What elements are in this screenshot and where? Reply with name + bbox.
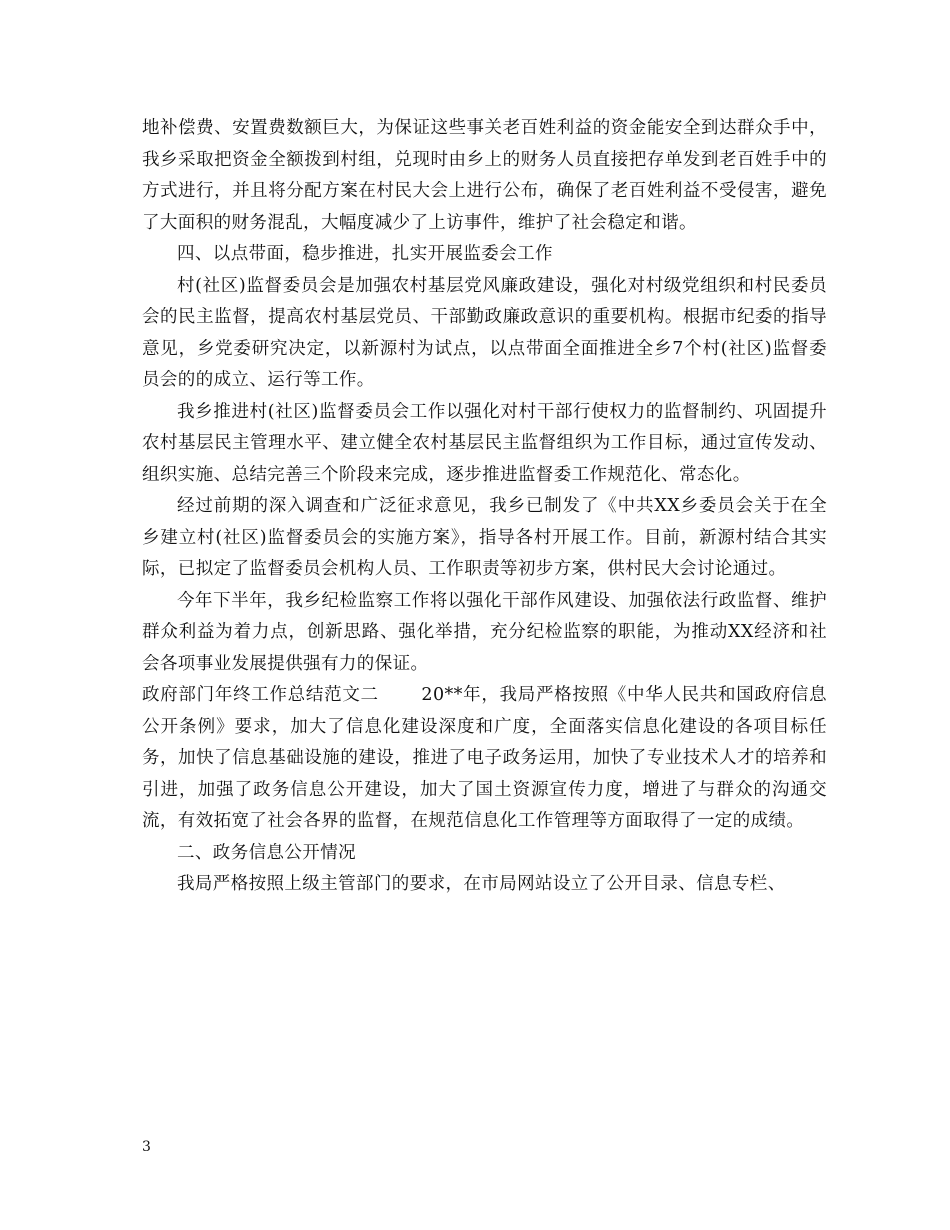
paragraph-3: 村(社区)监督委员会是加强农村基层党风廉政建设，强化对村级党组织和村民委员会的民主监督，提高农村基层党员、干部勤政廉政意识的重要机构。根据市纪委的指导意见，乡党委研究决定，以新源村为试点，以点带面全面推进全乡7个村(社区)监督委员会的的成立、运行等工作。 bbox=[142, 275, 827, 390]
paragraph-1: 地补偿费、安置费数额巨大，为保证这些事关老百姓利益的资金能安全到达群众手中，我乡采取把资金全额拨到村组，兑现时由乡上的财务人员直接把存单发到老百姓手中的方式进行，并且将分配方案在村民大会上进行公布，确保了老百姓利益不受侵害，避免了大面积的财务混乱，大幅度减少了上访事件，维护了社会稳定和谐。 bbox=[142, 118, 827, 233]
section-heading-4: 四、以点带面，稳步推进，扎实开展监委会工作 bbox=[177, 244, 553, 264]
paragraph-9: 我局严格按照上级主管部门的要求，在市局网站设立了公开目录、信息专栏、 bbox=[177, 874, 786, 894]
page-number: 3 bbox=[142, 1139, 151, 1155]
paragraph-5: 经过前期的深入调查和广泛征求意见，我乡已制发了《中共XX乡委员会关于在全乡建立村(社区)监督委员会的实施方案》，指导各村开展工作。目前，新源村结合其实际，已拟定了监督委员会机构人员、工作职责等初步方案，供村民大会讨论通过。 bbox=[142, 496, 827, 579]
document-body bbox=[142, 113, 827, 901]
paragraph-4: 我乡推进村(社区)监督委员会工作以强化对村干部行使权力的监督制约、巩固提升农村基层民主管理水平、建立健全农村基层民主监督组织为工作目标，通过宣传发动、组织实施、总结完善三个阶段来完成，逐步推进监督委工作规范化、常态化。 bbox=[142, 401, 827, 485]
paragraph-7: 政府部门年终工作总结范文二 20**年，我局严格按照《中华人民共和国政府信息公开条例》要求，加大了信息化建设深度和广度，全面落实信息化建设的各项目标任务，加快了信息基础设施的建设，推进了电子政务运用，加快了专业技术人才的培养和引进，加强了政务信息公开建设，加大了国土资源宣传力度，增进了与群众的沟通交流，有效拓宽了社会各界的监督，在规范信息化工作管理等方面取得了一定的成绩。 bbox=[142, 685, 827, 831]
section-heading-2: 二、政务信息公开情况 bbox=[177, 842, 356, 863]
paragraph-6: 今年下半年，我乡纪检监察工作将以强化干部作风建设、加强依法行政监督、维护群众利益为着力点，创新思路、强化举措，充分纪检监察的职能，为推动XX经济和社会各项事业发展提供强有力的保证。 bbox=[142, 590, 827, 674]
